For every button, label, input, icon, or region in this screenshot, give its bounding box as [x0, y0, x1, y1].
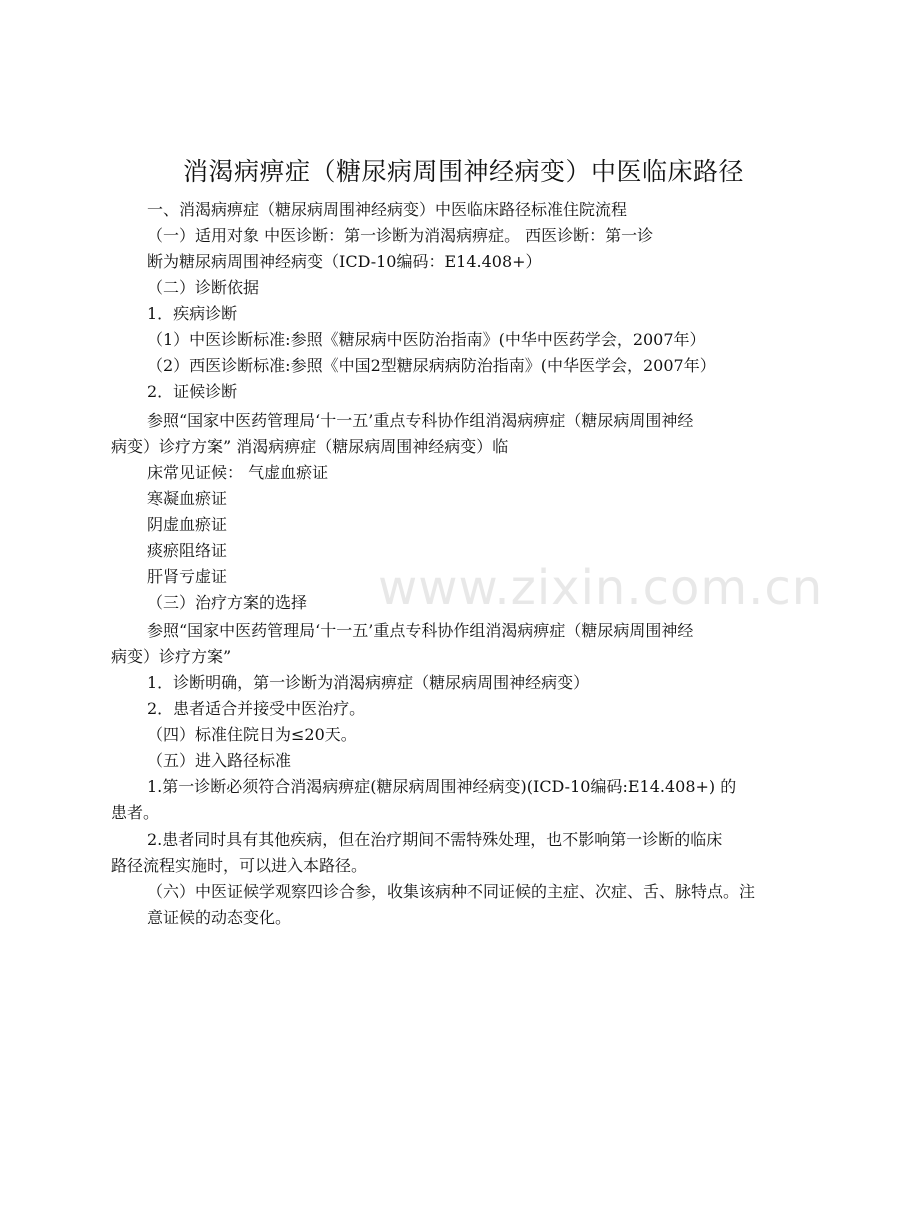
paragraph-line: 意证候的动态变化。	[147, 908, 292, 927]
paragraph-line: （1）中医诊断标准:参照《糖尿病中医防治指南》(中华中医药学会，2007年）	[147, 330, 706, 349]
paragraph-line: 参照“国家中医药管理局‘十一五’重点专科协作组消渴病痹症（糖尿病周围神经	[147, 411, 694, 430]
paragraph-line: （2）西医诊断标准:参照《中国2型糖尿病病防治指南》(中华医学会，2007年）	[147, 356, 716, 375]
paragraph-line: 床常见证候： 气虚血瘀证	[147, 463, 329, 482]
watermark: www.zixin.com.cn	[378, 560, 824, 616]
paragraph-line: 1．诊断明确，第一诊断为消渴病痹症（糖尿病周围神经病变）	[147, 673, 590, 692]
section-heading: （六）中医证候学观察四诊合参，收集该病种不同证候的主症、次症、舌、脉特点。注	[147, 882, 756, 901]
sub-heading: 2．证候诊断	[147, 382, 238, 401]
section-heading: 一、消渴病痹症（糖尿病周围神经病变）中医临床路径标准住院流程	[147, 200, 628, 219]
section-heading: （二）诊断依据	[147, 278, 260, 297]
section-heading: （三）治疗方案的选择	[147, 593, 308, 612]
paragraph-line: 1.第一诊断必须符合消渴病痹症(糖尿病周围神经病变)(ICD-10编码:E14.408+) 的	[147, 777, 737, 796]
sub-heading: 1．疾病诊断	[147, 304, 238, 323]
paragraph-line: 2.患者同时具有其他疾病，但在治疗期间不需特殊处理，也不影响第一诊断的临床	[147, 830, 723, 849]
paragraph-line: （一）适用对象 中医诊断：第一诊断为消渴病痹症。 西医诊断：第一诊	[147, 226, 654, 245]
paragraph-line: 2．患者适合并接受中医治疗。	[147, 699, 366, 718]
paragraph-line: 病变）诊疗方案” 消渴病痹症（糖尿病周围神经病变）临	[111, 437, 509, 456]
paragraph-line: 断为糖尿病周围神经病变（ICD-10编码：E14.408+）	[147, 252, 542, 271]
paragraph-line: 参照“国家中医药管理局‘十一五’重点专科协作组消渴病痹症（糖尿病周围神经	[147, 621, 694, 640]
section-heading: （五）进入路径标准	[147, 751, 292, 770]
syndrome-item: 阴虚血瘀证	[147, 515, 228, 534]
syndrome-item: 肝肾亏虚证	[147, 567, 228, 586]
document-title: 消渴病痹症（糖尿病周围神经病变）中医临床路径	[183, 157, 745, 186]
syndrome-item: 寒凝血瘀证	[147, 489, 228, 508]
syndrome-item: 痰瘀阻络证	[147, 541, 228, 560]
paragraph-line: 病变）诊疗方案”	[111, 647, 232, 666]
section-heading: （四）标准住院日为≤20天。	[147, 725, 357, 744]
paragraph-line: 患者。	[111, 803, 160, 822]
paragraph-line: 路径流程实施时，可以进入本路径。	[111, 856, 368, 875]
